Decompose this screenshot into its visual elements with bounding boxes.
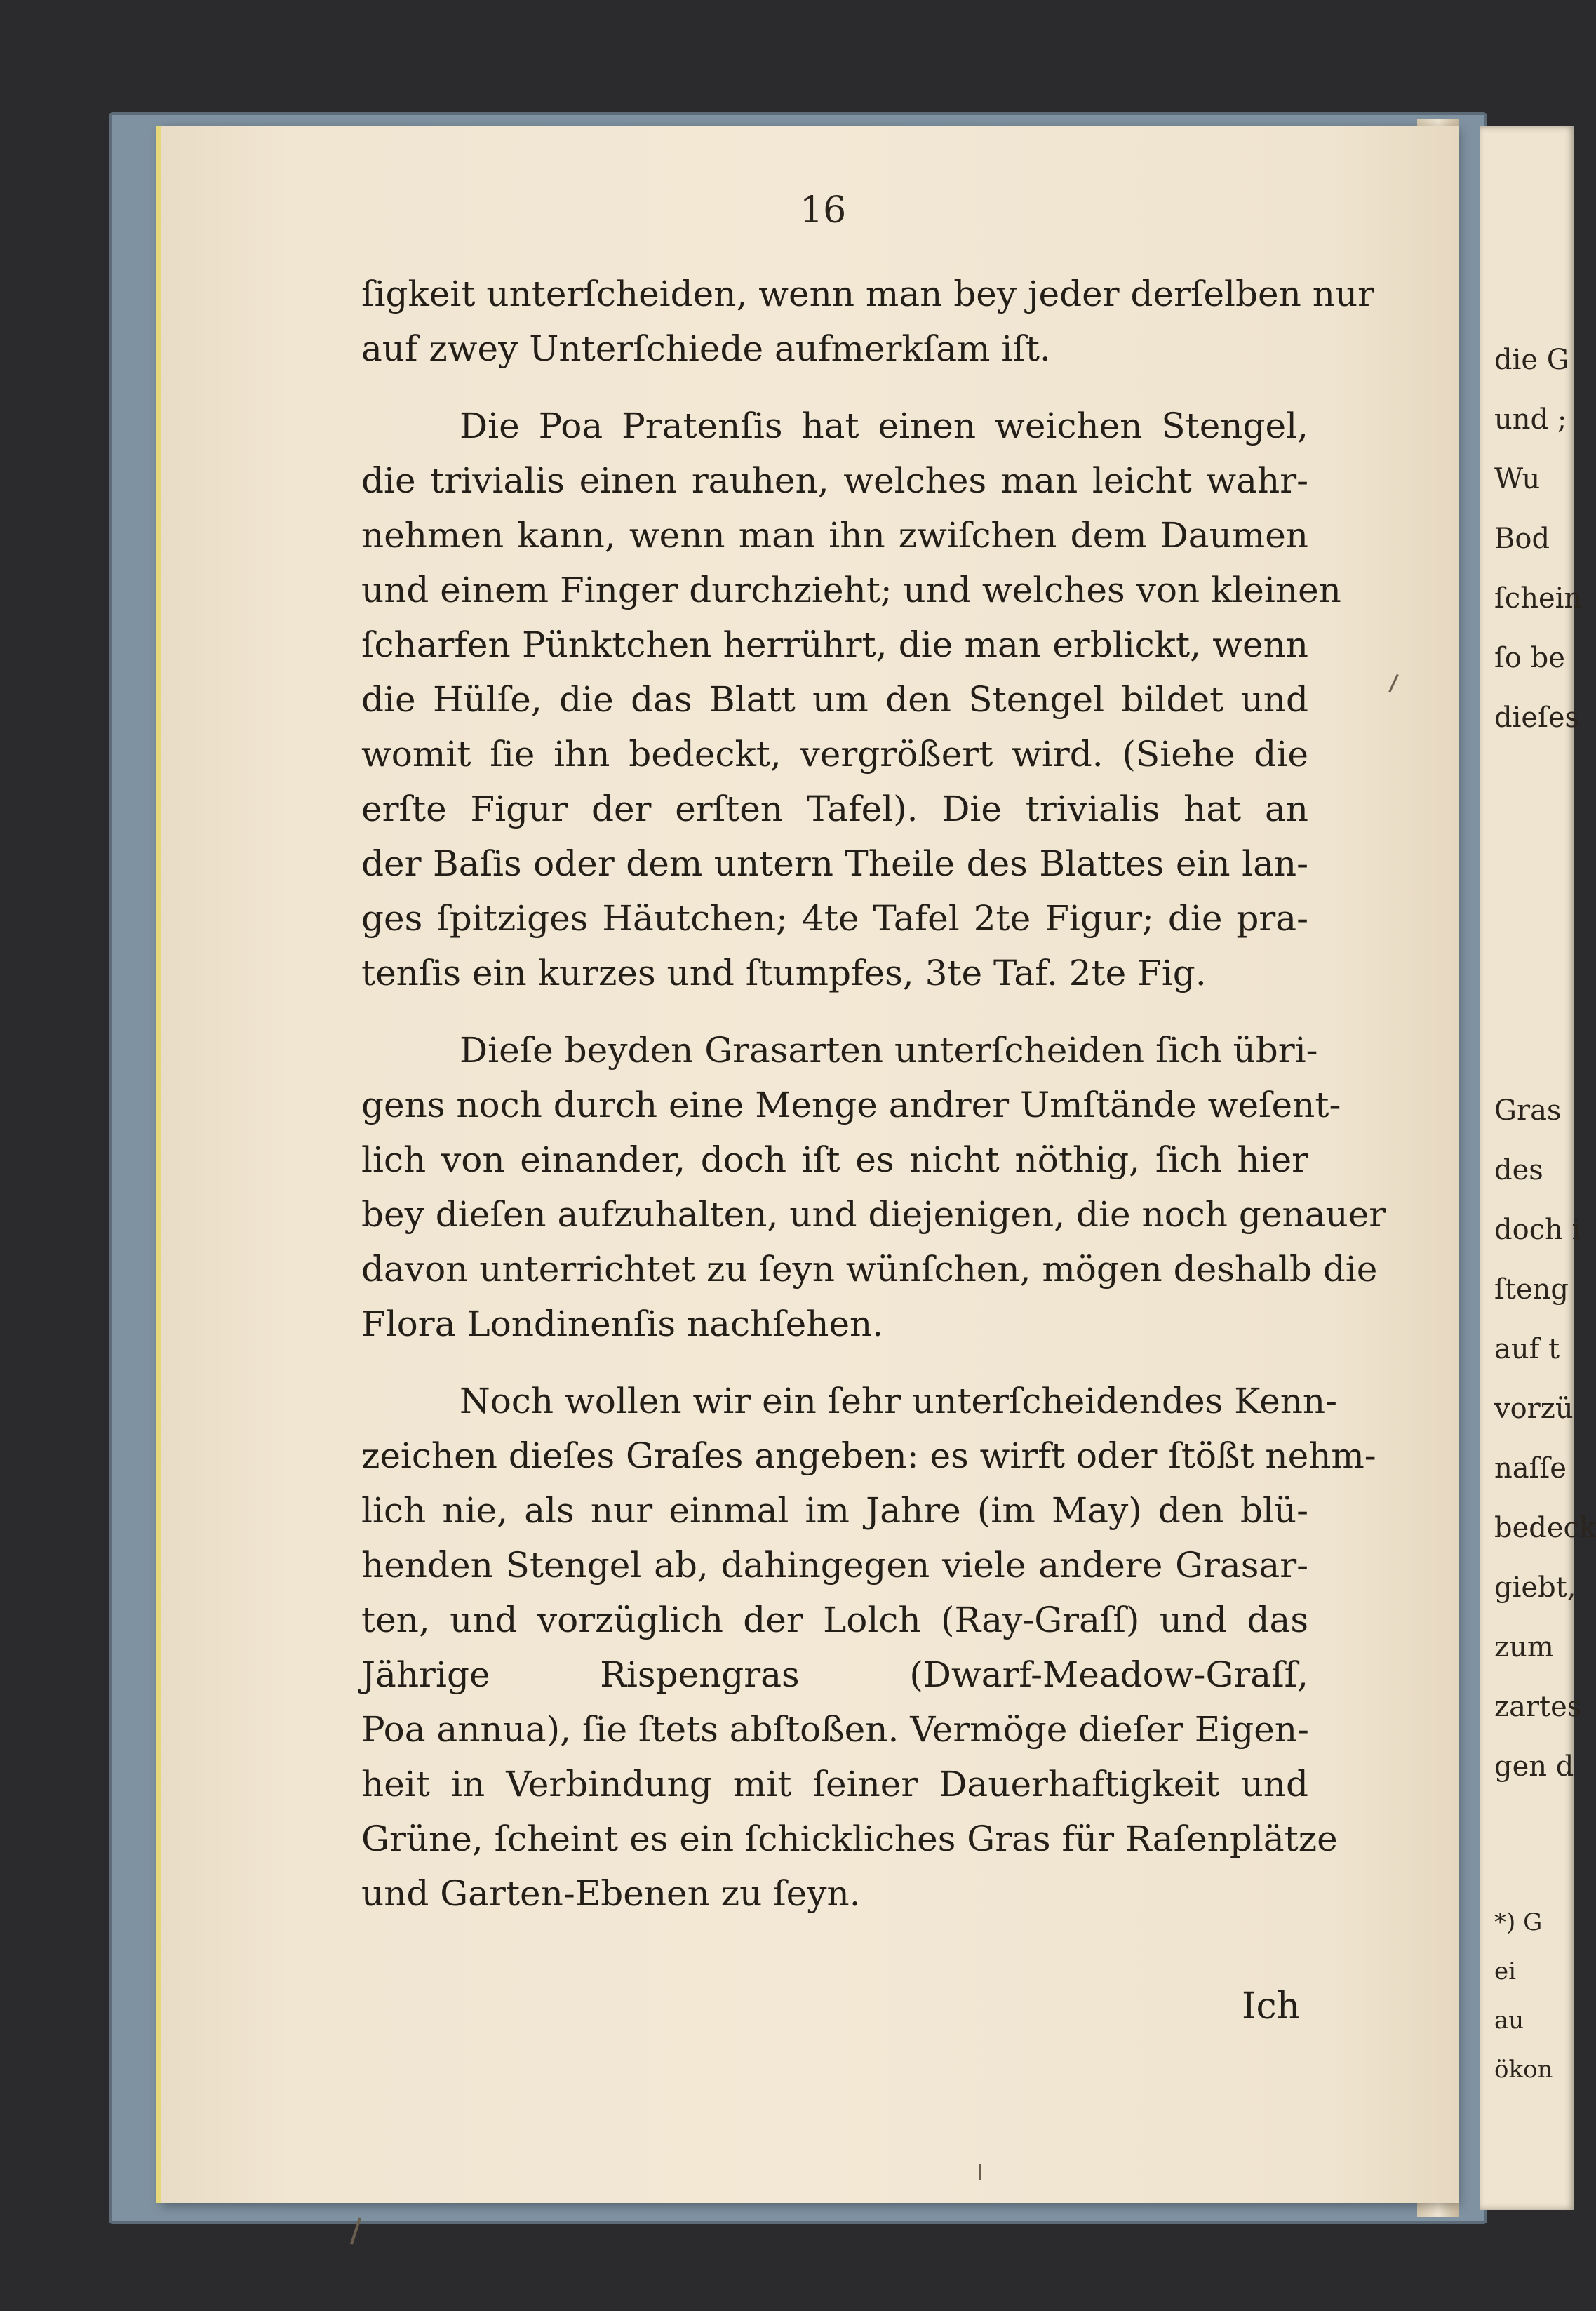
facing-fragment: ei	[1494, 1957, 1516, 1985]
text-line: Noch wollen wir ein ſehr unterſcheidendes Kenn-	[460, 1381, 1338, 1421]
text-line: ges ſpitziges Häutchen; 4te Tafel 2te Figur; die pra-	[361, 898, 1308, 939]
facing-fragment: zum	[1494, 1631, 1554, 1663]
facing-fragment: vorzü	[1494, 1393, 1574, 1425]
text-line: und Garten-Ebenen zu ſeyn.	[361, 1873, 861, 1914]
text-line: lich von einander, doch iſt es nicht nöthig, ſich hier	[361, 1139, 1308, 1180]
facing-fragment: und ;	[1494, 403, 1567, 436]
text-line: Flora Londinenſis nachſehen.	[361, 1304, 884, 1344]
text-line: die Hülſe, die das Blatt um den Stengel bildet und	[361, 679, 1308, 720]
text-line: tenſis ein kurzes und ſtumpfes, 3te Taf. 2te Fig.	[361, 953, 1207, 993]
facing-fragment: doch i	[1494, 1214, 1581, 1246]
facing-fragment: auf t	[1494, 1333, 1560, 1365]
facing-fragment: ſchein	[1494, 582, 1583, 615]
text-line: zeichen dieſes Graſes angeben: es wirft oder ſtößt nehm-	[361, 1435, 1376, 1476]
facing-fragment: Bod	[1494, 523, 1550, 555]
page-number: 16	[800, 189, 847, 232]
text-line: lich nie, als nur einmal im Jahre (im May) den blü-	[361, 1490, 1308, 1531]
facing-fragment: Wu	[1494, 463, 1541, 495]
facing-fragment: gen d	[1494, 1750, 1574, 1783]
text-line: erſte Figur der erſten Tafel). Die trivialis hat an	[361, 789, 1308, 829]
text-line: gens noch durch eine Menge andrer Umſtände weſent-	[361, 1085, 1341, 1125]
facing-fragment: dieſes	[1494, 702, 1580, 734]
text-line: und einem Finger durchzieht; und welches von kleinen	[361, 570, 1341, 610]
text-line: auf zwey Unterſchiede aufmerkſam iſt.	[361, 328, 1051, 369]
text-line: davon unterrichtet zu ſeyn wünſchen, mögen deshalb die	[361, 1249, 1378, 1290]
facing-fragment: giebt,	[1494, 1572, 1576, 1604]
catchword: Ich	[1242, 1985, 1301, 2028]
facing-fragment: die G	[1494, 344, 1569, 376]
text-line: Die Poa Pratenſis hat einen weichen Stengel,	[460, 406, 1308, 446]
text-line: Grüne, ſcheint es ein ſchickliches Gras für Raſenplätze	[361, 1818, 1338, 1859]
facing-fragment: des	[1494, 1154, 1543, 1186]
text-line: henden Stengel ab, dahingegen viele andere Grasar-	[361, 1545, 1308, 1586]
text-line: der Baſis oder dem untern Theile des Blattes ein lan-	[361, 843, 1308, 884]
page-body-text	[361, 267, 1386, 1921]
facing-fragment: ökon	[1494, 2056, 1553, 2084]
facing-fragment: bedeck	[1494, 1512, 1596, 1544]
text-line: bey dieſen aufzuhalten, und diejenigen, die noch genauer	[361, 1194, 1386, 1235]
text-line: Dieſe beyden Grasarten unterſcheiden ſich übri-	[460, 1030, 1318, 1071]
text-line: heit in Verbindung mit ſeiner Dauerhaftigkeit und	[361, 1764, 1308, 1804]
book-page-right-edge	[1480, 126, 1596, 2210]
facing-fragment: ſteng	[1494, 1273, 1569, 1306]
facing-fragment: ſo be	[1494, 642, 1565, 674]
text-line: ſigkeit unterſcheiden, wenn man bey jeder derſelben nur	[361, 274, 1375, 314]
facing-fragment: zartes	[1494, 1691, 1582, 1723]
facing-fragment: au	[1494, 2007, 1524, 2035]
text-line: ten, und vorzüglich der Lolch (Ray-Graſſ) und das	[361, 1600, 1308, 1640]
facing-fragment: Gras	[1494, 1094, 1562, 1127]
text-line: ſcharfen Pünktchen herrührt, die man erblickt, wenn	[361, 624, 1308, 665]
text-line: nehmen kann, wenn man ihn zwiſchen dem Daumen	[361, 515, 1308, 556]
facing-fragment: naſſe	[1494, 1452, 1567, 1485]
text-line: womit ſie ihn bedeckt, vergrößert wird. (Siehe die	[361, 734, 1308, 775]
text-line: die trivialis einen rauhen, welches man leicht wahr-	[361, 460, 1308, 501]
facing-fragment: *) G	[1494, 1908, 1543, 1936]
text-line: Jährige Rispengras (Dwarf-Meadow-Graſſ,	[361, 1654, 1308, 1695]
text-line: Poa annua), ſie ſtets abſtoßen. Vermöge dieſer Eigen-	[361, 1709, 1309, 1750]
paper-mark	[979, 2164, 981, 2180]
